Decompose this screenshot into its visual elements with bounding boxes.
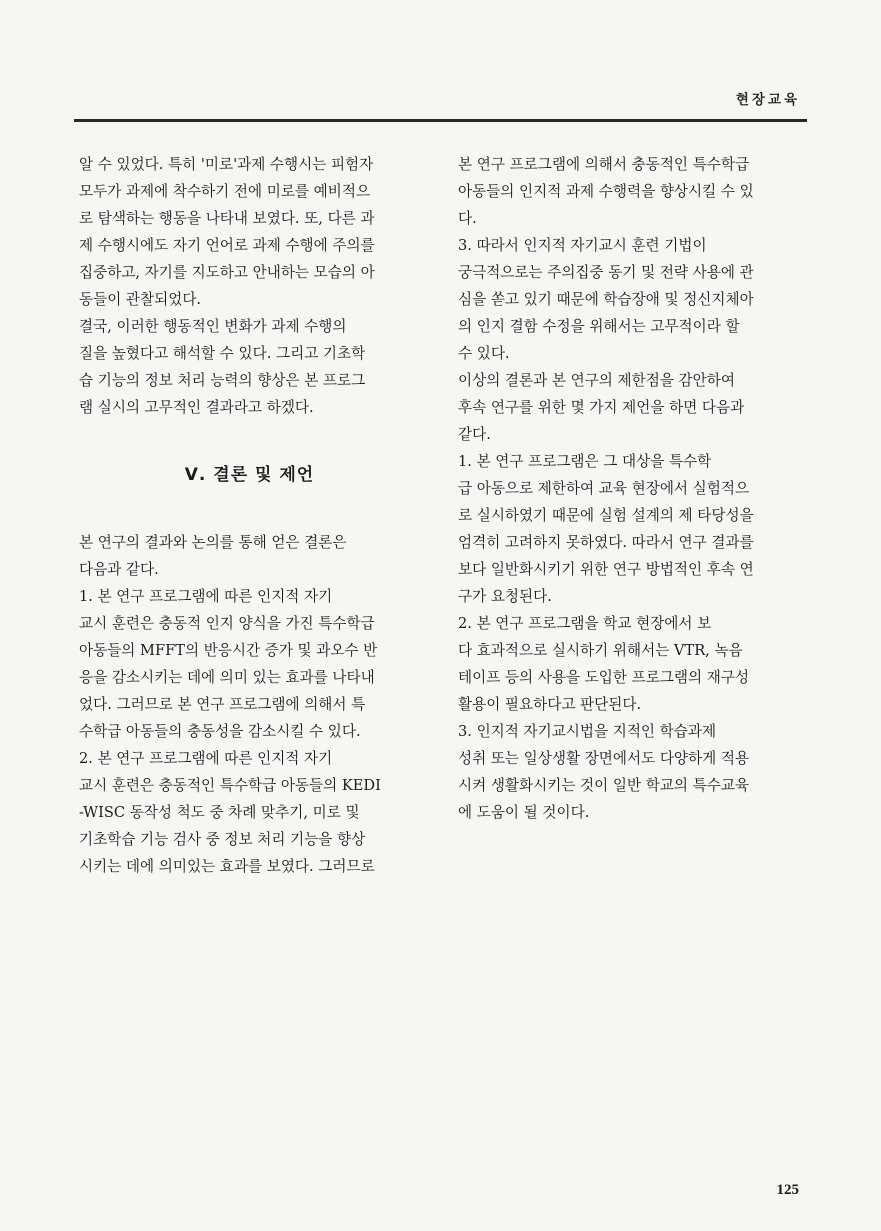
section-heading: Ⅴ. 결론 및 제언	[184, 465, 315, 485]
paragraph: 2. 본 연구 프로그램을 학교 현장에서 보 다 효과적으로 실시하기 위해서는 VTR, 녹음 테이프 등의 사용을 도입한 프로그램의 재구성 활용이 필요하다고 판단된다.	[458, 615, 750, 713]
paragraph: 본 연구 프로그램에 의해서 충동적인 특수학급 아동들의 인지적 과제 수행력을 향상시킬 수 있 다.	[458, 156, 754, 227]
page-number: 125	[776, 1182, 799, 1198]
paragraph: 1. 본 연구 프로그램은 그 대상을 특수학 급 아동으로 제한하여 교육 현장에서 실험적으 로 실시하였기 때문에 실험 설계의 제 타당성을 엄격히 고려하지 못하였다. 따라서 연구 결과를 보다 일반화시키기 위한 연구 방법적인 후속 연 구가 요청된다.	[458, 453, 754, 605]
right-column	[458, 151, 801, 826]
paragraph: 3. 인지적 자기교시법을 지적인 학습과제 성취 또는 일상생활 장면에서도 다양하게 적용 시켜 생활화시키는 것이 일반 학교의 특수교육 에 도움이 될 것이다.	[458, 723, 750, 821]
paragraph: 결국, 이러한 행동적인 변화가 과제 수행의 질을 높혔다고 해석할 수 있다. 그리고 기초학 습 기능의 정보 처리 능력의 향상은 본 프로그 램 실시의 고무적인 결과라고 하겠다.	[79, 318, 366, 416]
paragraph: 본 연구의 결과와 논의를 통해 얻은 결론은 다음과 같다.	[79, 534, 347, 578]
left-column	[79, 151, 420, 880]
paragraph: 이상의 결론과 본 연구의 제한점을 감안하여 후속 연구를 위한 몇 가지 제언을 하면 다음과 같다.	[458, 372, 745, 443]
paragraph: 2. 본 연구 프로그램에 따른 인지적 자기 교시 훈련은 충동적인 특수학급 아동들의 KEDI -WISC 동작성 척도 중 차례 맞추기, 미로 및 기초학습 기능 검사 중 정보 처리 기능을 향상 시키는 데에 의미있는 효과를 보였다. 그러므로	[79, 750, 381, 875]
header-rule	[74, 119, 807, 122]
paragraph: 알 수 있었다. 특히 '미로'과제 수행시는 피험자 모두가 과제에 착수하기 전에 미로를 예비적으 로 탐색하는 행동을 나타내 보였다. 또, 다른 과 제 수행시에도 자기 언어로 과제 수행에 주의를 집중하고, 자기를 지도하고 안내하는 모습의 아 동들이 관찰되었다.	[79, 156, 375, 308]
paragraph: 1. 본 연구 프로그램에 따른 인지적 자기 교시 훈련은 충동적 인지 양식을 가진 특수학급 아동들의 MFFT의 반응시간 증가 및 과오수 반 응을 감소시키는 데에 의미 있는 효과를 나타내 었다. 그러므로 본 연구 프로그램에 의해서 특 수학급 아동들의 충동성을 감소시킬 수 있다.	[79, 588, 378, 740]
spacer	[79, 421, 420, 448]
running-header: 현장교육	[735, 92, 800, 108]
spacer	[79, 502, 420, 529]
paragraph: 3. 따라서 인지적 자기교시 훈련 기법이 궁극적으로는 주의집중 동기 및 전략 사용에 관 심을 쏟고 있기 때문에 학습장애 및 정신지체아 의 인지 결함 수정을 위해서는 고무적이라 할 수 있다.	[458, 237, 754, 362]
